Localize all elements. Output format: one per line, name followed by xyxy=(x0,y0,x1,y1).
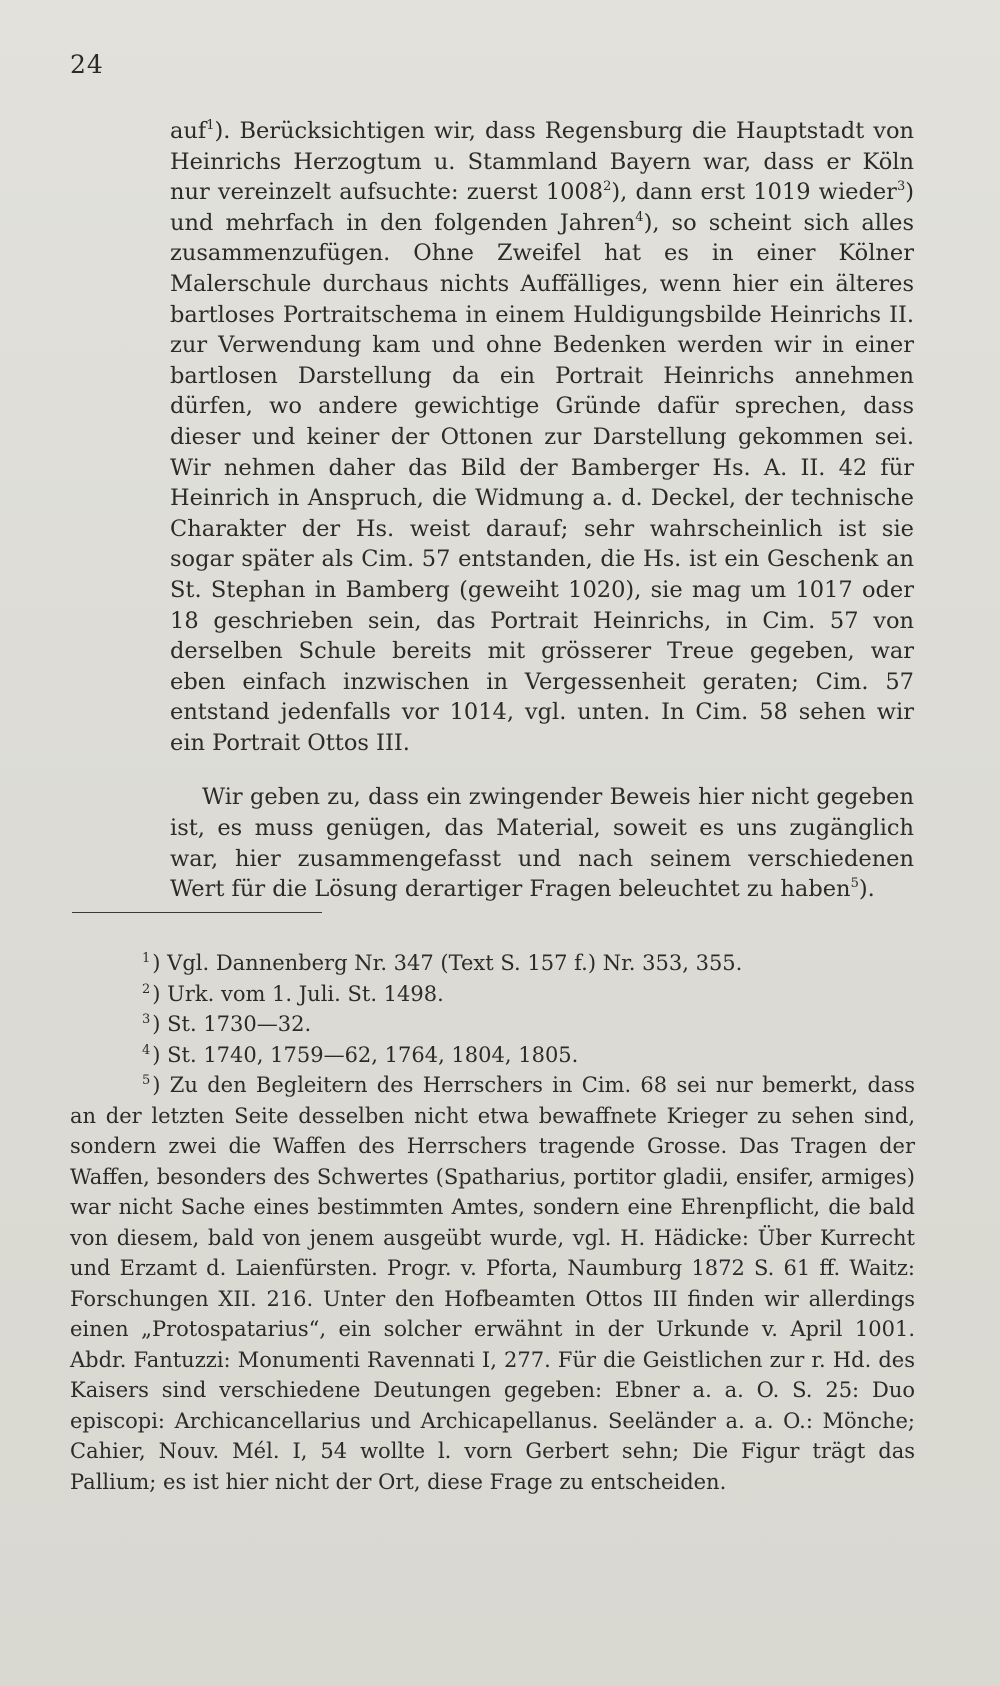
footnote-reference: 5 xyxy=(850,876,859,892)
footnote-text: ) St. 1730—32. xyxy=(152,1012,312,1036)
body-text: ). Berücksichtigen wir, dass Regensburg die Hauptstadt von Heinrichs Herzogtum u. Stammland Bayern war, dass er Köln nur vereinzelt aufsuchte: zuerst 1008 xyxy=(170,118,914,206)
body-text: ). xyxy=(858,876,875,903)
body-text: Wir geben zu, dass ein zwingender Beweis hier nicht gegeben ist, es muss genügen, das Material, soweit es uns zugänglich war, hier zusammengefasst und nach seinem verschiedenen Wert für die Lösung derartiger Fragen beleuchtet zu haben xyxy=(170,784,914,903)
body-paragraph xyxy=(170,116,914,758)
footnote-reference: 3 xyxy=(896,179,906,195)
body-paragraph xyxy=(170,782,914,904)
body-text: ), dann erst 1019 wieder xyxy=(611,179,897,206)
footnote xyxy=(70,1070,915,1497)
footnote xyxy=(70,948,915,979)
footnote-text: ) Vgl. Dannenberg Nr. 347 (Text S. 157 f.) Nr. 353, 355. xyxy=(152,951,743,975)
footnote-reference: 1 xyxy=(206,118,215,133)
footnote xyxy=(70,979,915,1010)
main-text xyxy=(170,116,914,905)
footnote-reference: 4 xyxy=(635,209,644,225)
footnote-mark: 2 xyxy=(142,981,151,997)
footnote-text: ) Urk. vom 1. Juli. St. 1498. xyxy=(152,981,444,1006)
body-text: auf xyxy=(170,118,207,144)
footnote-mark: 5 xyxy=(142,1073,151,1088)
footnote-mark: 4 xyxy=(142,1042,151,1058)
footnote-mark: 3 xyxy=(142,1012,151,1027)
footnote xyxy=(70,1009,915,1040)
footnote-mark: 1 xyxy=(142,951,151,966)
footnote xyxy=(70,1040,915,1071)
footnote-text: ) St. 1740, 1759—62, 1764, 1804, 1805. xyxy=(152,1042,579,1067)
footnote-separator xyxy=(72,912,322,913)
footnotes xyxy=(70,948,915,1497)
footnote-text: ) Zu den Begleitern des Herrschers in Cim. 68 sei nur bemerkt, dass an der letzten Seite desselben nicht etwa bewaffnete Krieger zu sehen sind, sondern zwei die Waffen des Herrschers tragende Grosse. Das Tragen der Waffen, besonders des Schwertes (Spatharius, portitor gladii, ensifer, armiges) war nicht Sache eines bestimmten Amtes, sondern eine Ehrenpflicht, die bald von diesem, bald von jenem ausgeübt wurde, vgl. H. Hädicke: Über Kurrecht und Erzamt d. Laienfürsten. Progr. v. Pforta, Naumburg 1872 S. 61 ff. Waitz: Forschungen XII. 216. Unter den Hofbeamten Ottos III finden wir allerdings einen „Protospatarius“, ein solcher erwähnt in der Urkunde v. April 1001. Abdr. Fantuzzi: Monumenti Ravennati I, 277. Für die Geistlichen zur r. Hd. des Kaisers sind verschiedene Deutungen gegeben: Ebner a. a. O. S. 25: Duo episcopi: Archicancellarius und Archicapellanus. Seeländer a. a. O.: Mönche; Cahier, Nouv. Mél. I, 54 wollte l. vorn Gerbert sehn; Die Figur trägt das Pallium; es ist hier nicht der Ort, diese Frage zu entscheiden. xyxy=(70,1073,915,1494)
body-text: ) und mehrfach in den folgenden Jahren xyxy=(170,179,914,236)
footnote-reference: 2 xyxy=(603,179,612,195)
page-number: 24 xyxy=(70,50,104,79)
body-text: ), so scheint sich alles zusammenzufügen. Ohne Zweifel hat es in einer Kölner Malerschule durchaus nichts Auffälliges, wenn hier ein älteres bartloses Portraitschema in einem Huldigungsbilde Heinrichs II. zur Verwendung kam und ohne Bedenken werden wir in einer bartlosen Darstellung da ein Portrait Heinrichs annehmen dürfen, wo andere gewichtige Gründe dafür sprechen, dass dieser und keiner der Ottonen zur Darstellung gekommen sei. Wir nehmen daher das Bild der Bamberger Hs. A. II. 42 für Heinrich in Anspruch, die Widmung a. d. Deckel, der technische Charakter der Hs. weist darauf; sehr wahrscheinlich ist sie sogar später als Cim. 57 entstanden, die Hs. ist ein Geschenk an St. Stephan in Bamberg (geweiht 1020), sie mag um 1017 oder 18 geschrieben sein, das Portrait Heinrichs, in Cim. 57 von derselben Schule bereits mit grösserer Treue gegeben, war eben einfach inzwischen in Vergessenheit geraten; Cim. 57 entstand jedenfalls vor 1014, vgl. unten. In Cim. 58 sehen wir ein Portrait Ottos III. xyxy=(170,209,914,756)
